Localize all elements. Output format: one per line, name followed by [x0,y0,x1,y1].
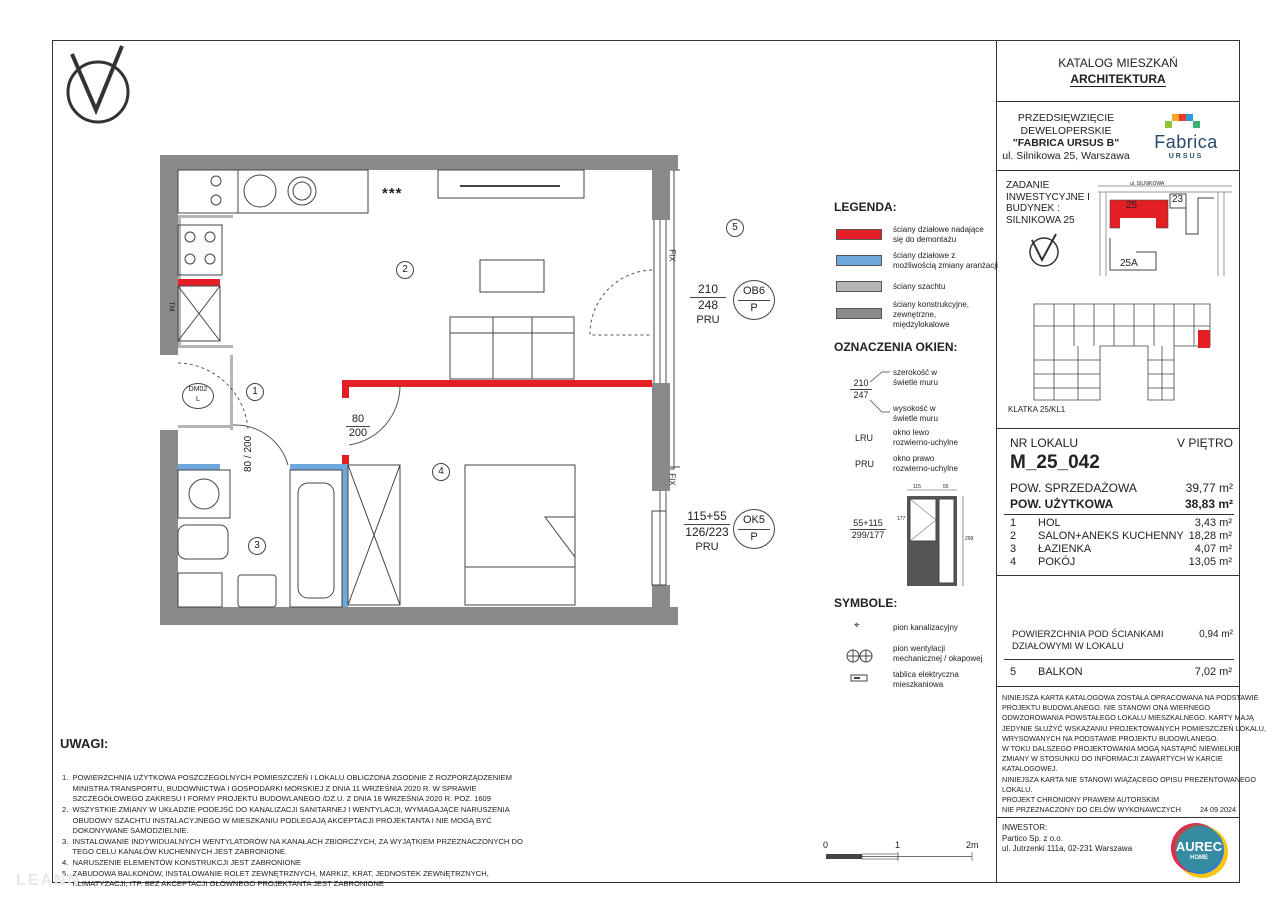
window-width-sample: 210 247 [850,378,872,401]
legend-item-structural: ściany konstrukcyjne, zewnętrzne, międzylokalowe [893,300,970,329]
window-height-desc: wysokość w świetle muru [893,404,938,423]
legend-swatch-dark-grey [836,308,882,319]
unit-nr-label: NR LOKALU [1010,436,1079,450]
ob6-dims: 210 248 PRU [690,282,726,328]
divider [996,428,1240,429]
electrical-panel-icon [850,673,870,683]
building-25a-label: 25A [1120,258,1138,269]
room-4-marker: 4 [432,463,450,481]
floor-plan-drawing [160,155,680,625]
unit-floor: V PIĘTRO [1176,436,1233,450]
fabrica-logo [1142,112,1230,164]
investor-info: INWESTOR: Partico Sp. z o.o. ul. Jutrzenki 111a, 02-231 Warszawa [1002,823,1133,853]
room-row: 2 SALON+ANEKS KUCHENNY 18,28 m² [1010,530,1232,542]
task-label: ZADANIE INWESTYCYJNE I BUDYNEK : SILNIKOWA 25 [1006,180,1090,226]
room-2-marker: 2 [396,261,414,279]
disclaimer: NINIEJSZA KARTA KATALOGOWA ZOSTAŁA OPRACOWANA NA PODSTAWIE PROJEKTU BUDOWLANEGO. NIE STANOWI ONA WIERNEGO ODWZOROWANIA POWSTAŁEGO LOKALU MIESZKALNEGO. KARTY MAJĄ JEDYNIE SŁUŻYĆ WSKAZANIU PROJEKTOWANYCH POMIESZCZEŃ LOKALU, WRYSOWANYCH NA PODSTAWIE PROJEKTU BUDOWLANEGO. W TOKU DALSZEGO PROJEKTOWANIA MOGĄ NASTĄPIĆ NIEWIELKIE ZMIANY W STOSUNKU DO INFORMACJI ZAWARTYCH W KARCIE KATALOGOWEJ. NINIEJSZA KARTA NIE STANOWI WIĄŻĄCEGO OPISU PREZENTOWANEGO LOKALU. [1002,693,1266,794]
fix-label: FIX [667,249,677,262]
divider [996,101,1240,102]
symbol-sewer: pion kanalizacyjny [893,623,958,632]
unit-id: M_25_042 [1010,452,1100,473]
fabrica-wordmark: Fabrica [1154,132,1218,152]
watermark: LEANN [16,872,82,889]
legend-swatch-red [836,229,882,240]
pru-desc: okno prawo rozwierno-uchylne [893,454,958,473]
sales-area-value: 39,77 m² [1185,481,1233,495]
room-5-marker: 5 [726,219,744,237]
window-sample-dims: 55+115 299/177 [851,518,885,540]
lru-desc: okno lewo rozwierno-uchylne [893,428,958,447]
partition-value: 0,94 m² [1199,629,1233,640]
divider [1004,514,1234,515]
window-width-desc: szerokość w świetle muru [893,368,938,387]
pru-code: PRU [855,459,875,469]
divider [996,575,1240,576]
fridge-marker: *** [382,185,403,202]
divider [996,170,1240,171]
ventilation-riser-icon [846,648,874,664]
notes-title: UWAGI: [60,736,109,751]
tm-label: TM [167,301,175,312]
site-plan-map [1096,178,1236,278]
scale-2: 2m [966,840,979,850]
ok5-dims: 115+55 126/223 PRU [685,509,729,553]
balcony-row: 5 BALKON 7,02 m² [1010,666,1232,678]
room-1-marker: 1 [246,383,264,401]
leader-lines [868,368,892,416]
symbols-title: SYMBOLE: [834,596,898,610]
key-plan [1024,296,1220,406]
legend-item-shaft: ściany szachtu [893,282,946,291]
fix-label-2: FIX [667,473,677,486]
legend-item-red: ściany działowe nadające się do demontażu [893,225,984,244]
room-row: 4 POKÓJ 13,05 m² [1010,556,1232,568]
windows-legend-title: OZNACZENIA OKIEN: [834,340,958,354]
project-info: PRZEDSIĘWZIĘCIE DEWELOPERSKIE "FABRICA URSUS B" ul. Silnikowa 25, Warszawa [1002,112,1130,162]
aurec-sub: HOME [1190,855,1208,861]
window-sample-diagram: 115 55 177 299 [895,484,975,590]
key-plan-caption: KLATKA 25/KL1 [1008,405,1066,414]
site-plan-drawing [1096,178,1236,278]
copyright-note: PROJEKT CHRONIONY PRAWEM AUTORSKIM NIE PRZEZNACZONY DO CELÓW WYKONAWCZYCH [1002,795,1181,815]
building-23-label: 23 [1172,194,1184,205]
scale-bar [824,852,976,862]
north-arrow-small-icon [1026,230,1066,270]
street-label: ul. SILNIKOWA [1130,181,1165,187]
sales-area-label: POW. SPRZEDAŻOWA [1010,481,1137,495]
legend-item-blue: ściany działowe z możliwością zmiany aranżacji [893,251,998,270]
living-door-dims: 80 200 [346,413,370,440]
room-row: 1 HOL 3,43 m² [1010,517,1232,529]
symbol-electrical: tablica elektryczna mieszkaniowa [893,670,959,689]
entry-door-tag: DM02 L [182,383,214,409]
legend-title: LEGENDA: [834,200,897,214]
divider [996,817,1240,818]
catalog-title: KATALOG MIESZKAŃ [1058,56,1178,70]
key-plan-drawing [1024,296,1220,406]
catalog-subtitle: ARCHITEKTURA [1070,72,1166,86]
room-row: 3 ŁAZIENKA 4,07 m² [1010,543,1232,555]
window-elevation-icon [895,484,975,590]
lru-code: LRU [855,433,874,443]
legend-swatch-light-grey [836,281,882,292]
room-3-marker: 3 [248,537,266,555]
divider [996,686,1240,687]
sewer-riser-icon: ⌖ [854,620,860,631]
usable-area-label: POW. UŻYTKOWA [1010,497,1114,511]
usable-area-value: 38,83 m² [1184,497,1233,511]
issue-date: 24 09 2024 [1200,805,1236,814]
notes-list: 1. POWIERZCHNIA UŻYTKOWA POSZCZEGÓLNYCH POMIESZCZEŃ I LOKALU OBLICZONA ZGODNIE Z ROZPORZĄDZENIEM MINISTRA TRANSPORTU, BUDOWNICTWA I GOSPODARKI MORSKIEJ Z DNIA 11 WRZEŚNIA 2020 R. W SPRAWIE SZCZEGÓŁOWEGO ZAKRESU I FORMY PROJEKTU BUDOWLANEGO /DZ.U. Z DNIA 18 WRZEŚNIA 2020 R. POZ. 1609 2. WSZYSTKIE ZMIANY W UKŁADZIE PODEJŚĆ DO KANALIZACJI SANITARNEJ I WENTYLACJI, WYMAGAJĄCE NARUSZENIA OBUDOWY SZACHTU INSTALACYJNEGO W MIESZKANIU PODLEGAJĄ AKCEPTACJI PROJEKTANTA I NIE MOGĄ BYĆ DOKONYWANE SAMODZIELNIE. 3. INSTALOWANIE INDYWIDUALNYCH WENTYLATORÓW NA KANAŁACH ZBIORCZYCH, ZA WYJĄTKIEM PRZEZNACZONYCH DO TEGO CELU KANAŁÓW KUCHENNYCH JEST ZABRONIONE. 4. NARUSZENIE ELEMENTÓW KONSTRUKCJI JEST ZABRONIONE 5. ZABUDOWA BALKONÓW, INSTALOWANIE ROLET ZEWNĘTRZNYCH, MARKIZ, KRAT, JEDNOSTEK ZEWNĘTRZNYCH, KLIMATYZACJI, ITP. BEZ AKCEPTACJI GŁÓWNEGO PROJEKTANTA JEST ZABRONIONE [62,773,523,889]
north-arrow-icon [62,44,136,128]
ob6-window-tag: OB6 P [733,280,775,320]
legend-swatch-blue [836,255,882,266]
building-25-label: 25 [1126,200,1138,211]
bath-door-dims: 80 / 200 [243,435,254,472]
fabrica-sub: URSUS [1168,153,1204,160]
partition-label: POWIERZCHNIA POD ŚCIANKAMI DZIAŁOWYMI W LOKALU [1012,629,1164,652]
aurec-wordmark: AUREC [1175,839,1223,854]
ok5-window-tag: OK5 P [733,509,775,549]
divider [1004,659,1234,660]
aurec-logo [1170,822,1230,878]
symbol-ventilation: pion wentylacji mechanicznej / okapowej [893,644,983,663]
scale-1: 1 [895,840,901,850]
scale-0: 0 [823,840,829,850]
floor-plan [160,155,765,625]
